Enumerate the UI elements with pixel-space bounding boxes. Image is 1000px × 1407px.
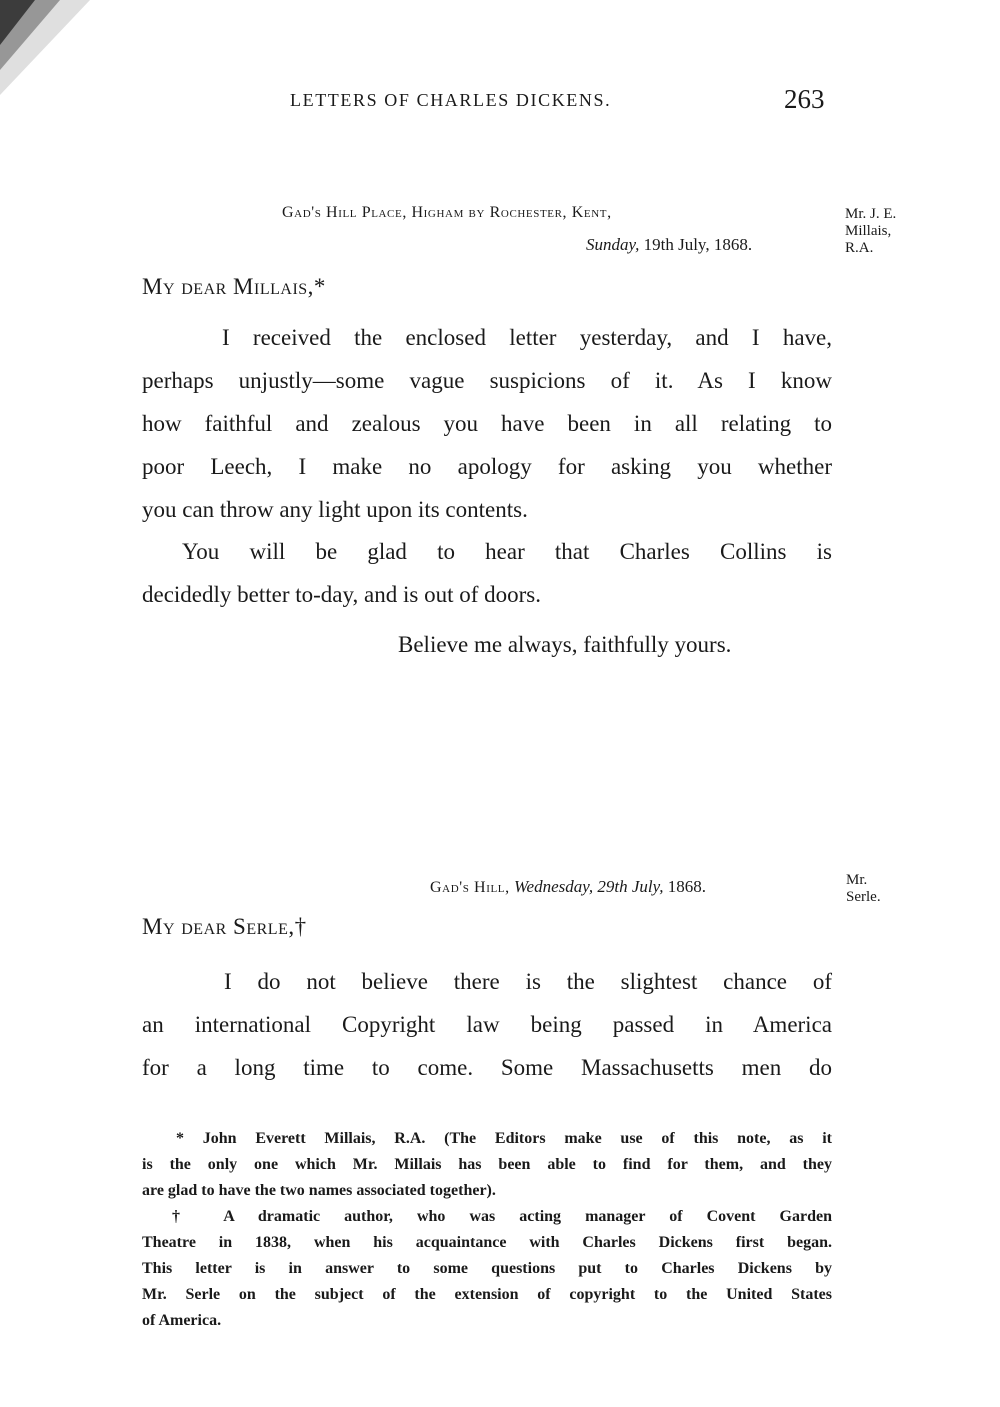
footnote-line: † A dramatic author, who was acting manager of Covent Garden: [172, 1208, 832, 1225]
text-line: you can throw any light upon its contents.: [142, 497, 528, 522]
letter2-margin-note: [846, 872, 881, 906]
text-line: decidedly better to-day, and is out of doors.: [142, 582, 541, 607]
margin-note-line: Mr. J. E.: [845, 206, 897, 222]
margin-note-line: R.A.: [845, 240, 874, 256]
text-line: I received the enclosed letter yesterday, and I have,: [222, 325, 832, 350]
letter2-place: Gad's Hill,: [430, 879, 510, 896]
text-line: I do not believe there is the slightest chance of: [224, 969, 832, 994]
text-line: how faithful and zealous you have been in all relating to: [142, 411, 832, 436]
letter1-place: Gad's Hill Place, Higham by Rochester, Kent,: [282, 204, 612, 221]
letter1-paragraph-2: [142, 530, 832, 616]
running-head: LETTERS OF CHARLES DICKENS.: [290, 90, 612, 110]
letter1-signoff: Believe me always, faithfully yours.: [398, 632, 732, 657]
margin-note-line: Millais,: [845, 223, 892, 239]
footnote-millais: [142, 1126, 832, 1204]
text-line: an international Copyright law being passed in America: [142, 1012, 832, 1037]
scan-corner-shadow: [0, 0, 100, 100]
footnote-line: This letter is in answer to some questions put to Charles Dickens by: [142, 1260, 832, 1277]
footnote-line: * John Everett Millais, R.A. (The Editors make use of this note, as it: [176, 1130, 832, 1147]
letter2-paragraph: [142, 960, 832, 1089]
text-line: You will be glad to hear that Charles Collins is: [182, 539, 832, 564]
text-line: for a long time to come. Some Massachusetts men do: [142, 1055, 832, 1080]
text-line: perhaps unjustly—some vague suspicions of it. As I know: [142, 368, 832, 393]
letter1-date-rest: 19th July, 1868.: [643, 235, 753, 254]
footnote-line: of America.: [142, 1312, 222, 1329]
footnote-line: Theatre in 1838, when his acquaintance with Charles Dickens first began.: [142, 1234, 832, 1251]
letter2-date-year: 1868.: [667, 877, 706, 896]
letter1-paragraph-1: [142, 316, 832, 531]
letter2-salutation: My dear Serle,†: [142, 914, 307, 939]
margin-note-line: Serle.: [846, 889, 881, 905]
letter1-salutation: My dear Millais,*: [142, 274, 326, 299]
footnote-line: Mr. Serle on the subject of the extension of copyright to the United States: [142, 1286, 832, 1303]
footnote-serle: [142, 1204, 832, 1334]
page-number: 263: [784, 84, 825, 114]
footnote-line: are glad to have the two names associated together).: [142, 1182, 496, 1199]
margin-note-line: Mr.: [846, 872, 868, 888]
letter1-margin-note: [845, 206, 896, 257]
letter1-date-day: Sunday,: [586, 235, 640, 254]
text-line: poor Leech, I make no apology for asking you whether: [142, 454, 832, 479]
footnote-line: is the only one which Mr. Millais has been able to find for them, and they: [142, 1156, 832, 1173]
letter2-heading: [430, 877, 706, 897]
letter2-date-day: Wednesday, 29th July,: [513, 877, 664, 896]
letter1-date: [586, 235, 752, 255]
